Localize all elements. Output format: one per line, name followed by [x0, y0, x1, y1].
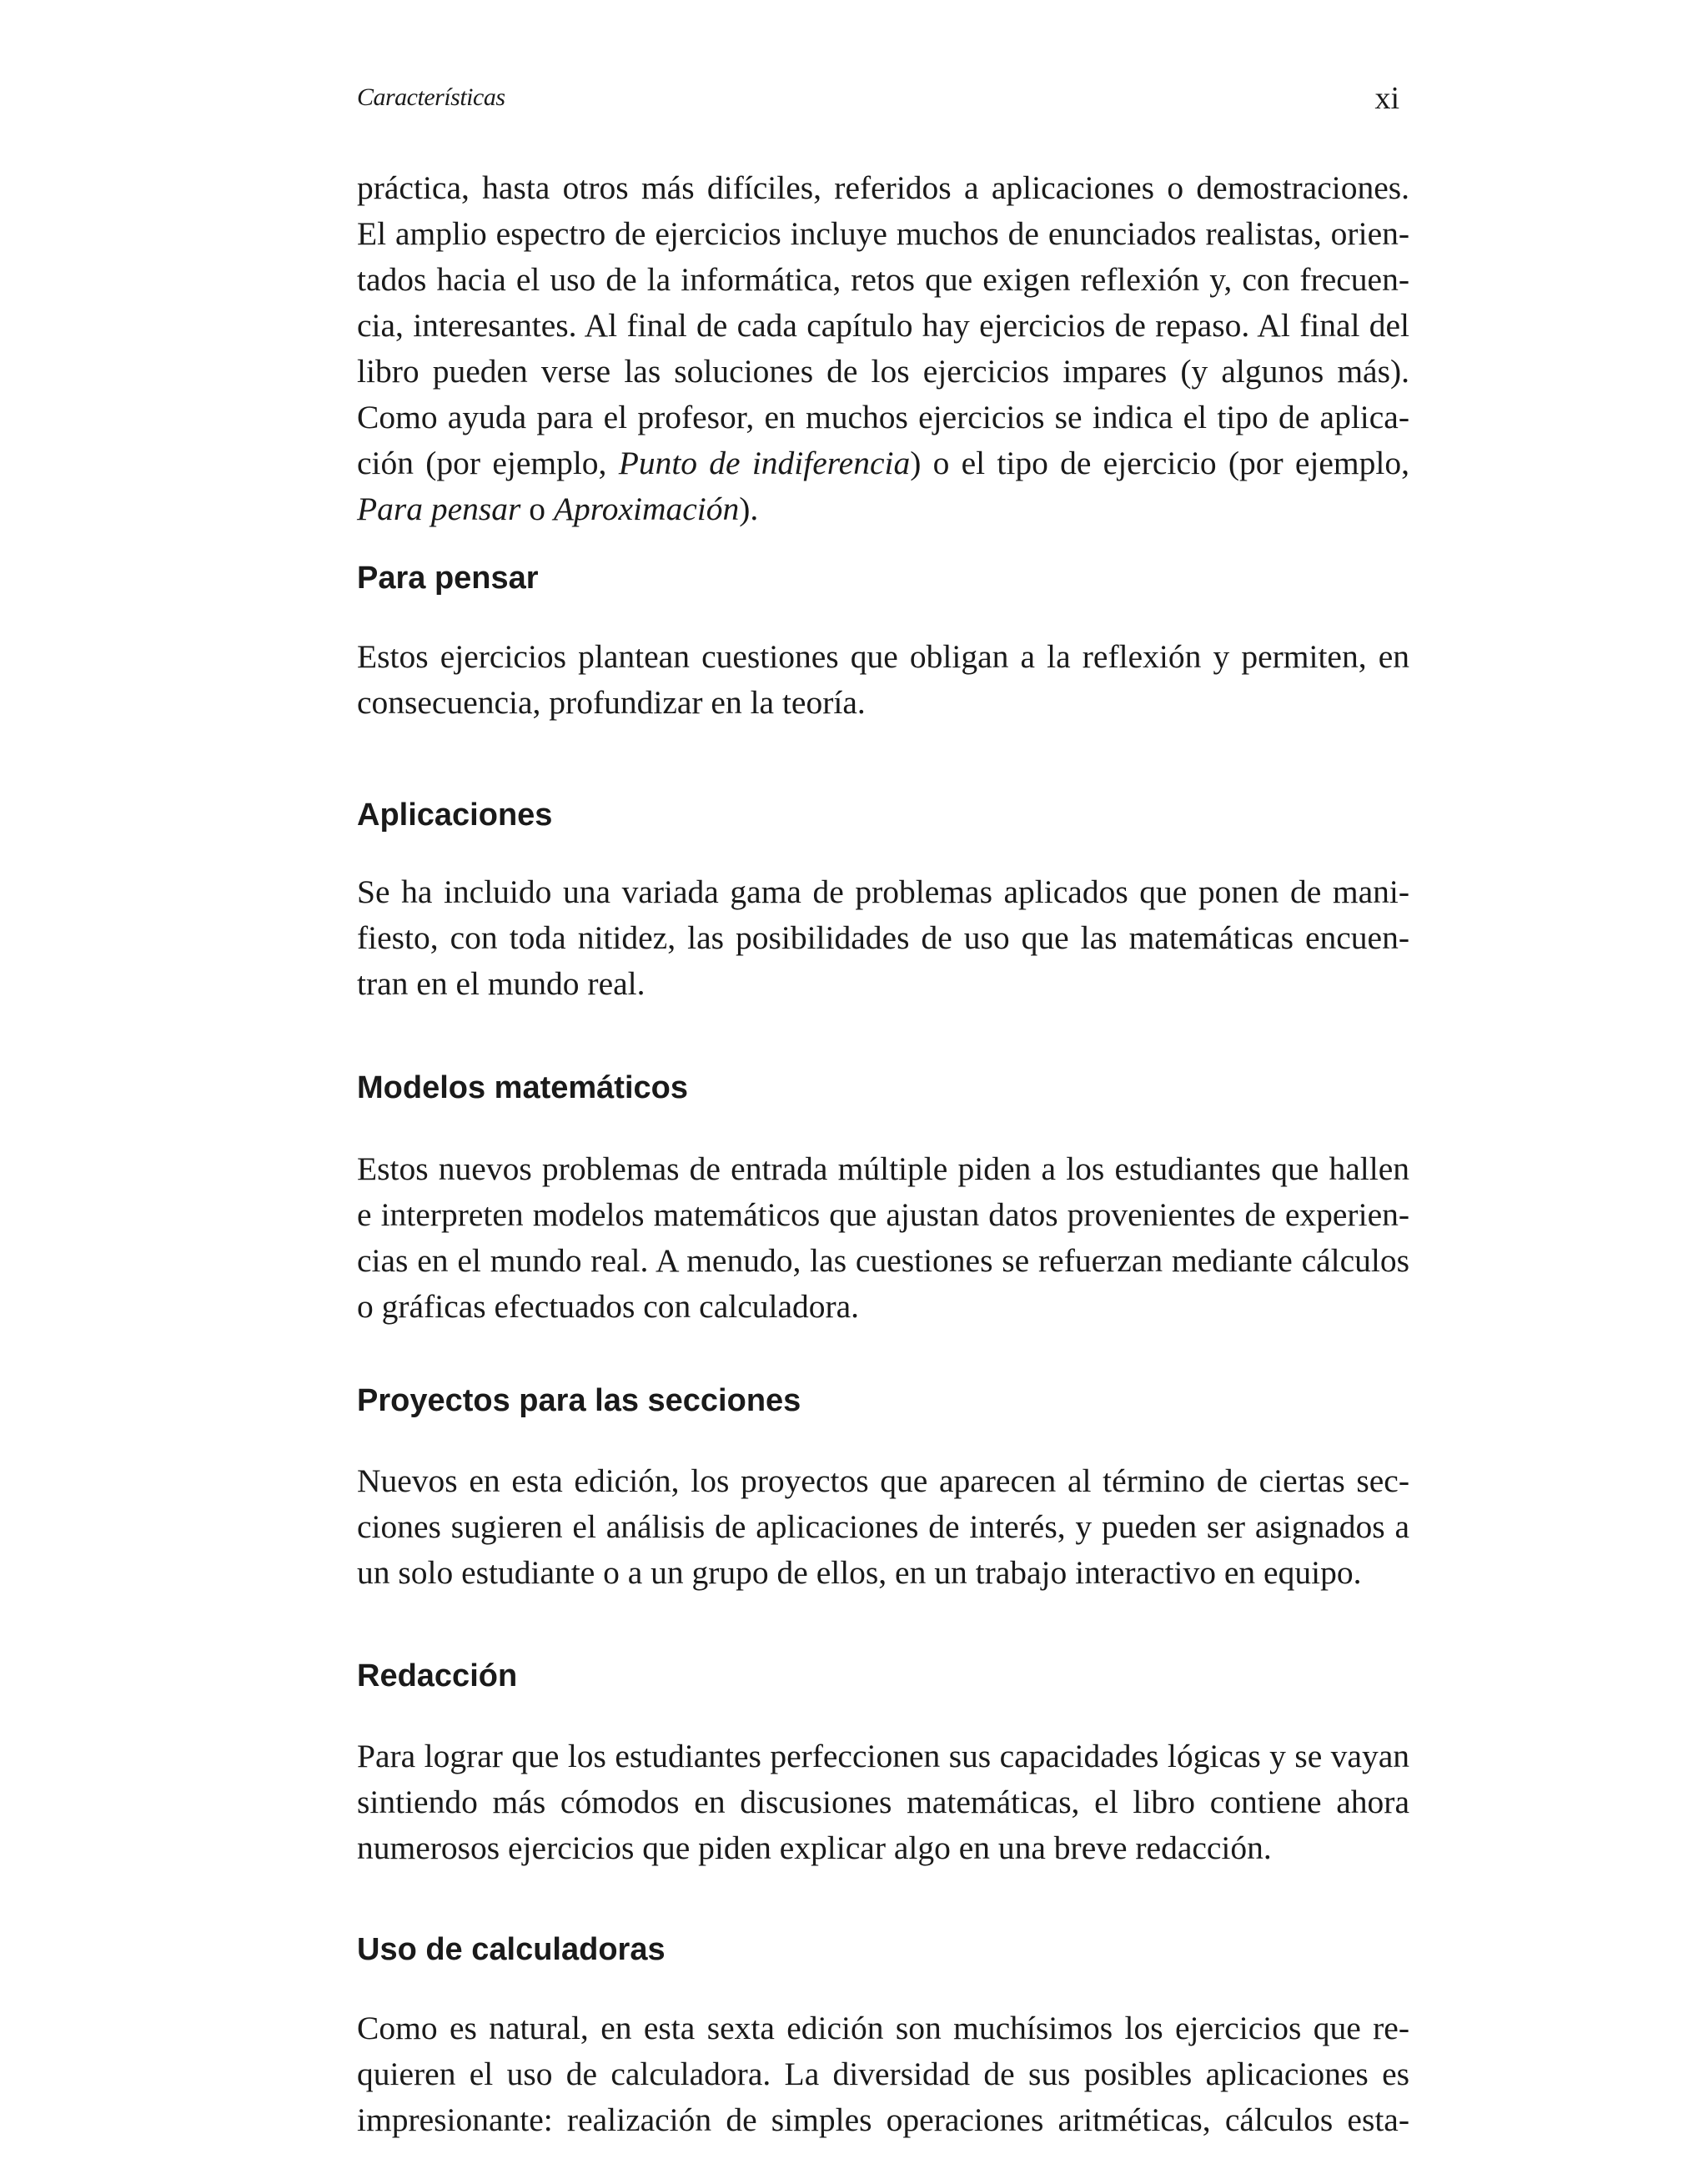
- text-line: práctica, hasta otros más difíciles, referidos a aplicaciones o demostraciones.: [357, 169, 1409, 206]
- page-number: xi: [1374, 81, 1399, 116]
- text-line: impresionante: realización de simples operaciones aritméticas, cálculos esta-: [357, 2101, 1409, 2138]
- text-line: Nuevos en esta edición, los proyectos que aparecen al término de ciertas sec-: [357, 1462, 1409, 1499]
- text-line: Para lograr que los estudiantes perfeccionen sus capacidades lógicas y se vayan: [357, 1738, 1409, 1774]
- italic-term: Para pensar: [357, 491, 521, 527]
- section-heading-aplicaciones: Aplicaciones: [357, 798, 553, 833]
- section-body-aplicaciones: [357, 869, 1409, 1007]
- section-body-para-pensar: [357, 634, 1409, 726]
- italic-term: Aproximación: [553, 491, 740, 527]
- text-line: sintiendo más cómodos en discusiones matemáticas, el libro contiene ahora: [357, 1784, 1409, 1820]
- section-heading-proyectos: Proyectos para las secciones: [357, 1383, 801, 1418]
- section-body-modelos-matematicos: [357, 1146, 1409, 1330]
- text-line: un solo estudiante o a un grupo de ellos, en un trabajo interactivo en equipo.: [357, 1554, 1362, 1591]
- section-body-redaccion: [357, 1734, 1409, 1871]
- text-line: fiesto, con toda nitidez, las posibilidades de uso que las matemáticas encuen-: [357, 919, 1409, 956]
- section-heading-uso-de-calculadoras: Uso de calculadoras: [357, 1932, 666, 1967]
- text-run: ).: [739, 491, 759, 527]
- intro-paragraph: [357, 165, 1409, 532]
- text-line: consecuencia, profundizar en la teoría.: [357, 684, 866, 721]
- text-line: Como ayuda para el profesor, en muchos ejercicios se indica el tipo de aplica-: [357, 399, 1409, 435]
- text-line: tados hacia el uso de la informática, retos que exigen reflexión y, con frecuen-: [357, 261, 1409, 298]
- section-heading-modelos-matematicos: Modelos matemáticos: [357, 1070, 688, 1105]
- text-run: ) o el tipo de ejercicio (por ejemplo,: [910, 445, 1409, 481]
- text-line: Se ha incluido una variada gama de problemas aplicados que ponen de mani-: [357, 873, 1409, 910]
- text-line: ciones sugieren el análisis de aplicaciones de interés, y pueden ser asignados a: [357, 1508, 1409, 1545]
- running-head-title: Características: [357, 83, 505, 111]
- text-line: cia, interesantes. Al final de cada capítulo hay ejercicios de repaso. Al final del: [357, 307, 1409, 344]
- running-head: [357, 80, 1409, 122]
- text-line: e interpreten modelos matemáticos que ajustan datos provenientes de experien-: [357, 1196, 1409, 1233]
- section-body-uso-de-calculadoras: [357, 2005, 1409, 2143]
- text-line: numerosos ejercicios que piden explicar algo en una breve redacción.: [357, 1829, 1272, 1866]
- text-line: Estos nuevos problemas de entrada múltiple piden a los estudiantes que hallen: [357, 1150, 1409, 1187]
- text-line: cias en el mundo real. A menudo, las cuestiones se refuerzan mediante cálculos: [357, 1242, 1409, 1279]
- section-heading-redaccion: Redacción: [357, 1658, 518, 1693]
- text-run: o: [520, 491, 554, 527]
- text-line: o gráficas efectuados con calculadora.: [357, 1288, 860, 1325]
- text-line: [357, 486, 1409, 532]
- text-line: El amplio espectro de ejercicios incluye muchos de enunciados realistas, orien-: [357, 215, 1409, 252]
- section-body-proyectos: [357, 1458, 1409, 1596]
- text-run: ción (por ejemplo,: [357, 445, 619, 481]
- text-line: Como es natural, en esta sexta edición son muchísimos los ejercicios que re-: [357, 2010, 1409, 2046]
- text-line: libro pueden verse las soluciones de los ejercicios impares (y algunos más).: [357, 353, 1409, 390]
- section-heading-para-pensar: Para pensar: [357, 561, 539, 596]
- text-line: quieren el uso de calculadora. La diversidad de sus posibles aplicaciones es: [357, 2056, 1409, 2092]
- text-line: tran en el mundo real.: [357, 965, 646, 1002]
- italic-term: Punto de indiferencia: [618, 445, 911, 481]
- text-line: Estos ejercicios plantean cuestiones que obligan a la reflexión y permiten, en: [357, 638, 1409, 675]
- text-line: [357, 440, 1409, 486]
